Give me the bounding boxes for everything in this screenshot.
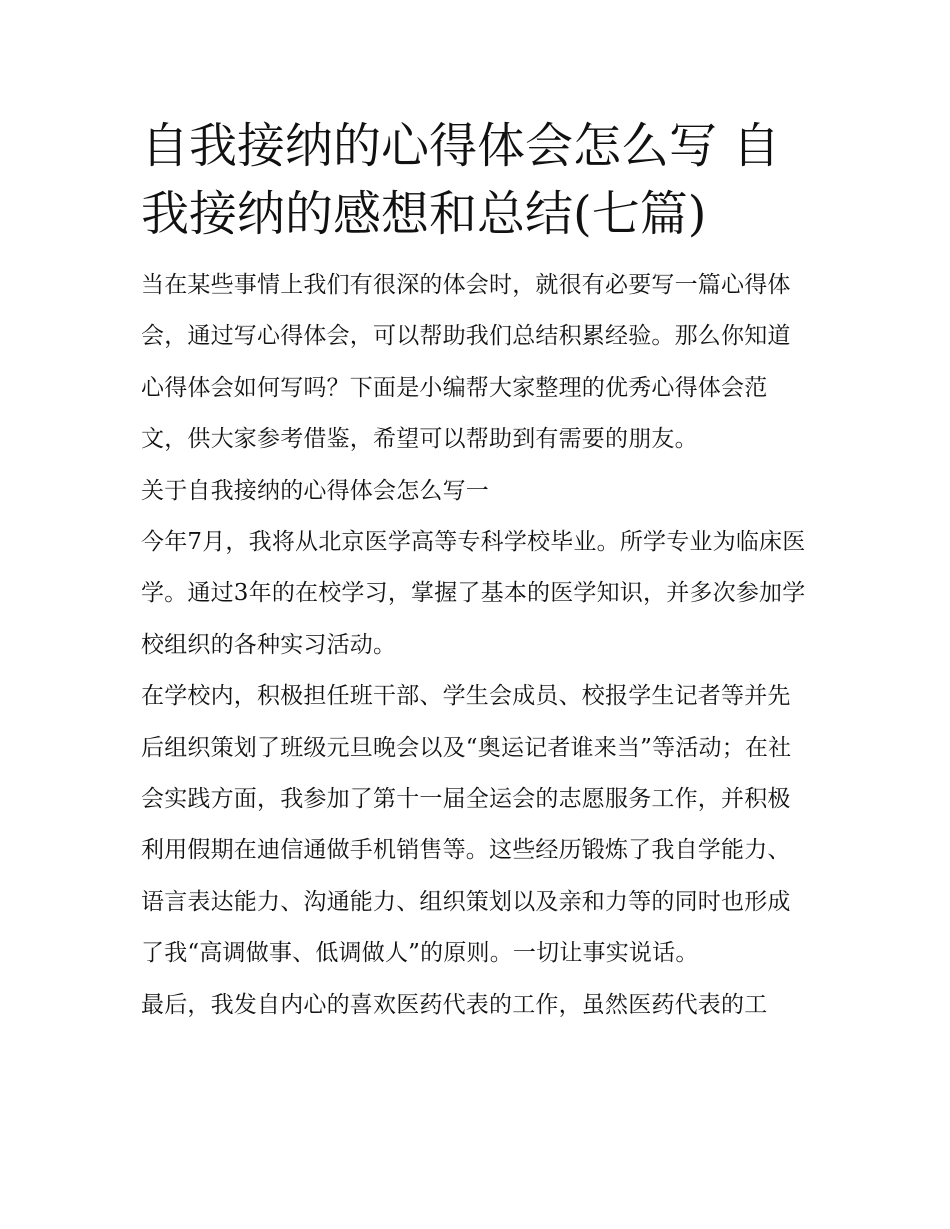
intro-paragraph: 当在某些事情上我们有很深的体会时，就很有必要写一篇心得体会，通过写心得体会，可以帮助我们总结积累经验。那么你知道心得体会如何写吗？下面是小编帮大家整理的优秀心得体会范文，供大家参考借鉴，希望可以帮助到有需要的朋友。 — [141, 272, 791, 453]
document-content — [141, 112, 811, 1031]
document-body — [141, 260, 811, 1031]
section-heading: 关于自我接纳的心得体会怎么写一 — [141, 477, 489, 504]
document-title: 自我接纳的心得体会怎么写 自我接纳的感想和总结(七篇) — [141, 118, 781, 242]
body-paragraph: 最后，我发自内心的喜欢医药代表的工作，虽然医药代表的工 — [141, 991, 768, 1018]
body-paragraph: 在学校内，积极担任班干部、学生会成员、校报学生记者等并先后组织策划了班级元旦晚会以及“奥运记者谁来当”等活动；在社会实践方面，我参加了第十一届全运会的志愿服务工作，并积极利用假期在迪信通做手机销售等。这些经历锻炼了我自学能力、语言表达能力、沟通能力、组织策划以及亲和力等的同时也形成了我“高调做事、低调做人”的原则。一切让事实说话。 — [141, 683, 792, 967]
body-paragraph: 今年7月，我将从北京医学高等专科学校毕业。所学专业为临床医学。通过3年的在校学习，掌握了基本的医学知识，并多次参加学校组织的各种实习活动。 — [141, 529, 806, 658]
